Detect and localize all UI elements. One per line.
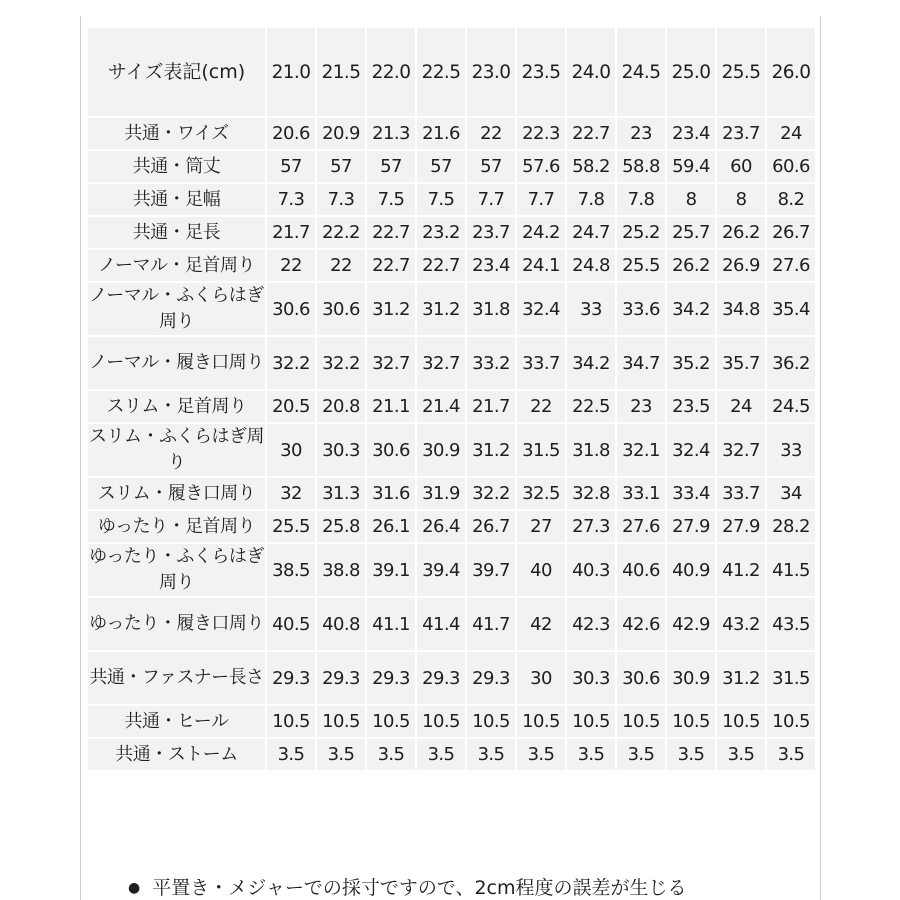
value-cell: 10.5 xyxy=(767,706,815,737)
value-cell: 57.6 xyxy=(517,151,565,182)
value-cell: 22 xyxy=(267,250,315,281)
value-cell: 7.8 xyxy=(567,184,615,215)
value-cell: 58.8 xyxy=(617,151,665,182)
row-label: ゆったり・ふくらはぎ周り xyxy=(88,544,265,596)
value-cell: 3.5 xyxy=(567,739,615,770)
note-item xyxy=(128,873,687,900)
value-cell: 10.5 xyxy=(717,706,765,737)
value-cell: 3.5 xyxy=(267,739,315,770)
value-cell: 23.4 xyxy=(467,250,515,281)
value-cell: 22 xyxy=(517,391,565,422)
value-cell: 25.5 xyxy=(267,511,315,542)
table-row xyxy=(88,739,815,770)
value-cell: 35.4 xyxy=(767,283,815,335)
header-size-cell: 25.0 xyxy=(667,28,715,116)
table-row xyxy=(88,598,815,650)
value-cell: 26.1 xyxy=(367,511,415,542)
value-cell: 29.3 xyxy=(317,652,365,704)
value-cell: 24 xyxy=(767,118,815,149)
value-cell: 30.9 xyxy=(417,424,465,476)
value-cell: 27.3 xyxy=(567,511,615,542)
value-cell: 32.4 xyxy=(667,424,715,476)
value-cell: 26.4 xyxy=(417,511,465,542)
value-cell: 33.6 xyxy=(617,283,665,335)
header-row xyxy=(88,28,815,116)
value-cell: 22 xyxy=(317,250,365,281)
row-label: 共通・ストーム xyxy=(88,739,265,770)
value-cell: 35.2 xyxy=(667,337,715,389)
value-cell: 26.2 xyxy=(667,250,715,281)
value-cell: 30 xyxy=(517,652,565,704)
table-row xyxy=(88,217,815,248)
value-cell: 31.6 xyxy=(367,478,415,509)
value-cell: 10.5 xyxy=(467,706,515,737)
value-cell: 26.9 xyxy=(717,250,765,281)
value-cell: 32.4 xyxy=(517,283,565,335)
value-cell: 42.3 xyxy=(567,598,615,650)
note-text: 平置き・メジャーでの採寸ですので、2cm程度の誤差が生じる xyxy=(152,877,687,899)
value-cell: 23.2 xyxy=(417,217,465,248)
value-cell: 30.6 xyxy=(617,652,665,704)
value-cell: 31.2 xyxy=(717,652,765,704)
value-cell: 3.5 xyxy=(617,739,665,770)
value-cell: 3.5 xyxy=(717,739,765,770)
bullet-icon: ● xyxy=(128,880,141,896)
value-cell: 20.5 xyxy=(267,391,315,422)
value-cell: 40.3 xyxy=(567,544,615,596)
value-cell: 39.7 xyxy=(467,544,515,596)
row-label: 共通・足長 xyxy=(88,217,265,248)
value-cell: 30.3 xyxy=(317,424,365,476)
value-cell: 32.7 xyxy=(717,424,765,476)
value-cell: 30.6 xyxy=(317,283,365,335)
value-cell: 10.5 xyxy=(317,706,365,737)
value-cell: 41.1 xyxy=(367,598,415,650)
value-cell: 35.7 xyxy=(717,337,765,389)
value-cell: 22.7 xyxy=(417,250,465,281)
value-cell: 3.5 xyxy=(667,739,715,770)
value-cell: 3.5 xyxy=(517,739,565,770)
value-cell: 7.5 xyxy=(367,184,415,215)
value-cell: 57 xyxy=(267,151,315,182)
value-cell: 10.5 xyxy=(267,706,315,737)
value-cell: 20.9 xyxy=(317,118,365,149)
table-row xyxy=(88,652,815,704)
value-cell: 40.9 xyxy=(667,544,715,596)
value-cell: 21.7 xyxy=(467,391,515,422)
value-cell: 29.3 xyxy=(267,652,315,704)
value-cell: 29.3 xyxy=(367,652,415,704)
value-cell: 28.2 xyxy=(767,511,815,542)
header-size-cell: 26.0 xyxy=(767,28,815,116)
header-size-cell: 24.0 xyxy=(567,28,615,116)
table-row xyxy=(88,391,815,422)
value-cell: 29.3 xyxy=(417,652,465,704)
value-cell: 40.6 xyxy=(617,544,665,596)
value-cell: 23.4 xyxy=(667,118,715,149)
value-cell: 32 xyxy=(267,478,315,509)
value-cell: 21.4 xyxy=(417,391,465,422)
value-cell: 31.9 xyxy=(417,478,465,509)
value-cell: 30.3 xyxy=(567,652,615,704)
value-cell: 31.2 xyxy=(417,283,465,335)
value-cell: 23.7 xyxy=(717,118,765,149)
value-cell: 42.6 xyxy=(617,598,665,650)
value-cell: 21.7 xyxy=(267,217,315,248)
value-cell: 41.4 xyxy=(417,598,465,650)
value-cell: 22.5 xyxy=(567,391,615,422)
value-cell: 10.5 xyxy=(417,706,465,737)
size-chart-table xyxy=(86,26,817,772)
value-cell: 23 xyxy=(617,391,665,422)
value-cell: 24.5 xyxy=(767,391,815,422)
value-cell: 27.9 xyxy=(667,511,715,542)
row-label: ゆったり・履き口周り xyxy=(88,598,265,650)
value-cell: 7.8 xyxy=(617,184,665,215)
value-cell: 24 xyxy=(717,391,765,422)
value-cell: 24.1 xyxy=(517,250,565,281)
value-cell: 41.7 xyxy=(467,598,515,650)
row-label: ゆったり・足首周り xyxy=(88,511,265,542)
value-cell: 32.5 xyxy=(517,478,565,509)
value-cell: 21.1 xyxy=(367,391,415,422)
value-cell: 40.5 xyxy=(267,598,315,650)
value-cell: 21.3 xyxy=(367,118,415,149)
value-cell: 26.2 xyxy=(717,217,765,248)
value-cell: 41.2 xyxy=(717,544,765,596)
value-cell: 33.2 xyxy=(467,337,515,389)
row-label: スリム・履き口周り xyxy=(88,478,265,509)
row-label: 共通・ファスナー長さ xyxy=(88,652,265,704)
value-cell: 43.5 xyxy=(767,598,815,650)
value-cell: 27.6 xyxy=(767,250,815,281)
header-size-cell: 25.5 xyxy=(717,28,765,116)
table-row xyxy=(88,511,815,542)
value-cell: 58.2 xyxy=(567,151,615,182)
value-cell: 23 xyxy=(617,118,665,149)
value-cell: 31.8 xyxy=(567,424,615,476)
table-row xyxy=(88,250,815,281)
value-cell: 22 xyxy=(467,118,515,149)
value-cell: 31.2 xyxy=(367,283,415,335)
value-cell: 26.7 xyxy=(767,217,815,248)
value-cell: 38.5 xyxy=(267,544,315,596)
value-cell: 42.9 xyxy=(667,598,715,650)
value-cell: 31.2 xyxy=(467,424,515,476)
value-cell: 7.3 xyxy=(317,184,365,215)
value-cell: 60 xyxy=(717,151,765,182)
table-row xyxy=(88,118,815,149)
table-row xyxy=(88,706,815,737)
header-size-cell: 21.5 xyxy=(317,28,365,116)
value-cell: 22.3 xyxy=(517,118,565,149)
table-body xyxy=(88,118,815,770)
table-row xyxy=(88,283,815,335)
value-cell: 3.5 xyxy=(767,739,815,770)
value-cell: 31.3 xyxy=(317,478,365,509)
value-cell: 3.5 xyxy=(417,739,465,770)
row-label: ノーマル・足首周り xyxy=(88,250,265,281)
value-cell: 3.5 xyxy=(467,739,515,770)
value-cell: 24.2 xyxy=(517,217,565,248)
value-cell: 10.5 xyxy=(617,706,665,737)
value-cell: 25.7 xyxy=(667,217,715,248)
value-cell: 8.2 xyxy=(767,184,815,215)
value-cell: 32.8 xyxy=(567,478,615,509)
value-cell: 57 xyxy=(367,151,415,182)
value-cell: 30.6 xyxy=(267,283,315,335)
value-cell: 10.5 xyxy=(367,706,415,737)
table-row xyxy=(88,478,815,509)
value-cell: 32.2 xyxy=(267,337,315,389)
row-label: 共通・ワイズ xyxy=(88,118,265,149)
table-row xyxy=(88,337,815,389)
value-cell: 20.6 xyxy=(267,118,315,149)
value-cell: 57 xyxy=(317,151,365,182)
row-label: ノーマル・履き口周り xyxy=(88,337,265,389)
header-size-cell: 21.0 xyxy=(267,28,315,116)
value-cell: 34.2 xyxy=(567,337,615,389)
value-cell: 43.2 xyxy=(717,598,765,650)
value-cell: 39.4 xyxy=(417,544,465,596)
value-cell: 26.7 xyxy=(467,511,515,542)
row-label: 共通・ヒール xyxy=(88,706,265,737)
value-cell: 25.2 xyxy=(617,217,665,248)
value-cell: 7.7 xyxy=(467,184,515,215)
value-cell: 23.5 xyxy=(667,391,715,422)
header-size-cell: 24.5 xyxy=(617,28,665,116)
value-cell: 40.8 xyxy=(317,598,365,650)
value-cell: 27.9 xyxy=(717,511,765,542)
value-cell: 33 xyxy=(567,283,615,335)
value-cell: 59.4 xyxy=(667,151,715,182)
value-cell: 32.2 xyxy=(317,337,365,389)
value-cell: 60.6 xyxy=(767,151,815,182)
value-cell: 23.7 xyxy=(467,217,515,248)
value-cell: 10.5 xyxy=(667,706,715,737)
table-row xyxy=(88,424,815,476)
value-cell: 31.5 xyxy=(517,424,565,476)
value-cell: 31.8 xyxy=(467,283,515,335)
header-size-cell: 22.5 xyxy=(417,28,465,116)
value-cell: 33 xyxy=(767,424,815,476)
value-cell: 30.6 xyxy=(367,424,415,476)
header-size-cell: 23.5 xyxy=(517,28,565,116)
value-cell: 29.3 xyxy=(467,652,515,704)
value-cell: 7.5 xyxy=(417,184,465,215)
value-cell: 24.8 xyxy=(567,250,615,281)
value-cell: 33.7 xyxy=(717,478,765,509)
value-cell: 30.9 xyxy=(667,652,715,704)
value-cell: 33.7 xyxy=(517,337,565,389)
row-label: ノーマル・ふくらはぎ周り xyxy=(88,283,265,335)
value-cell: 36.2 xyxy=(767,337,815,389)
value-cell: 34.2 xyxy=(667,283,715,335)
value-cell: 27 xyxy=(517,511,565,542)
value-cell: 20.8 xyxy=(317,391,365,422)
value-cell: 33.4 xyxy=(667,478,715,509)
value-cell: 10.5 xyxy=(567,706,615,737)
value-cell: 25.5 xyxy=(617,250,665,281)
value-cell: 24.7 xyxy=(567,217,615,248)
row-label: スリム・足首周り xyxy=(88,391,265,422)
row-label: スリム・ふくらはぎ周り xyxy=(88,424,265,476)
value-cell: 3.5 xyxy=(317,739,365,770)
header-label: サイズ表記(cm) xyxy=(88,28,265,116)
value-cell: 32.7 xyxy=(367,337,415,389)
value-cell: 57 xyxy=(417,151,465,182)
table-row xyxy=(88,151,815,182)
value-cell: 32.7 xyxy=(417,337,465,389)
value-cell: 22.7 xyxy=(367,250,415,281)
table-row xyxy=(88,184,815,215)
value-cell: 8 xyxy=(717,184,765,215)
value-cell: 22.7 xyxy=(567,118,615,149)
value-cell: 57 xyxy=(467,151,515,182)
value-cell: 27.6 xyxy=(617,511,665,542)
header-size-cell: 22.0 xyxy=(367,28,415,116)
value-cell: 22.2 xyxy=(317,217,365,248)
value-cell: 39.1 xyxy=(367,544,415,596)
value-cell: 7.7 xyxy=(517,184,565,215)
row-label: 共通・足幅 xyxy=(88,184,265,215)
value-cell: 10.5 xyxy=(517,706,565,737)
table-row xyxy=(88,544,815,596)
value-cell: 31.5 xyxy=(767,652,815,704)
value-cell: 33.1 xyxy=(617,478,665,509)
value-cell: 32.1 xyxy=(617,424,665,476)
value-cell: 21.6 xyxy=(417,118,465,149)
value-cell: 41.5 xyxy=(767,544,815,596)
row-label: 共通・筒丈 xyxy=(88,151,265,182)
value-cell: 32.2 xyxy=(467,478,515,509)
value-cell: 3.5 xyxy=(367,739,415,770)
value-cell: 8 xyxy=(667,184,715,215)
value-cell: 34.7 xyxy=(617,337,665,389)
value-cell: 22.7 xyxy=(367,217,415,248)
value-cell: 34.8 xyxy=(717,283,765,335)
value-cell: 42 xyxy=(517,598,565,650)
value-cell: 40 xyxy=(517,544,565,596)
value-cell: 25.8 xyxy=(317,511,365,542)
header-size-cell: 23.0 xyxy=(467,28,515,116)
value-cell: 38.8 xyxy=(317,544,365,596)
value-cell: 30 xyxy=(267,424,315,476)
value-cell: 34 xyxy=(767,478,815,509)
value-cell: 7.3 xyxy=(267,184,315,215)
